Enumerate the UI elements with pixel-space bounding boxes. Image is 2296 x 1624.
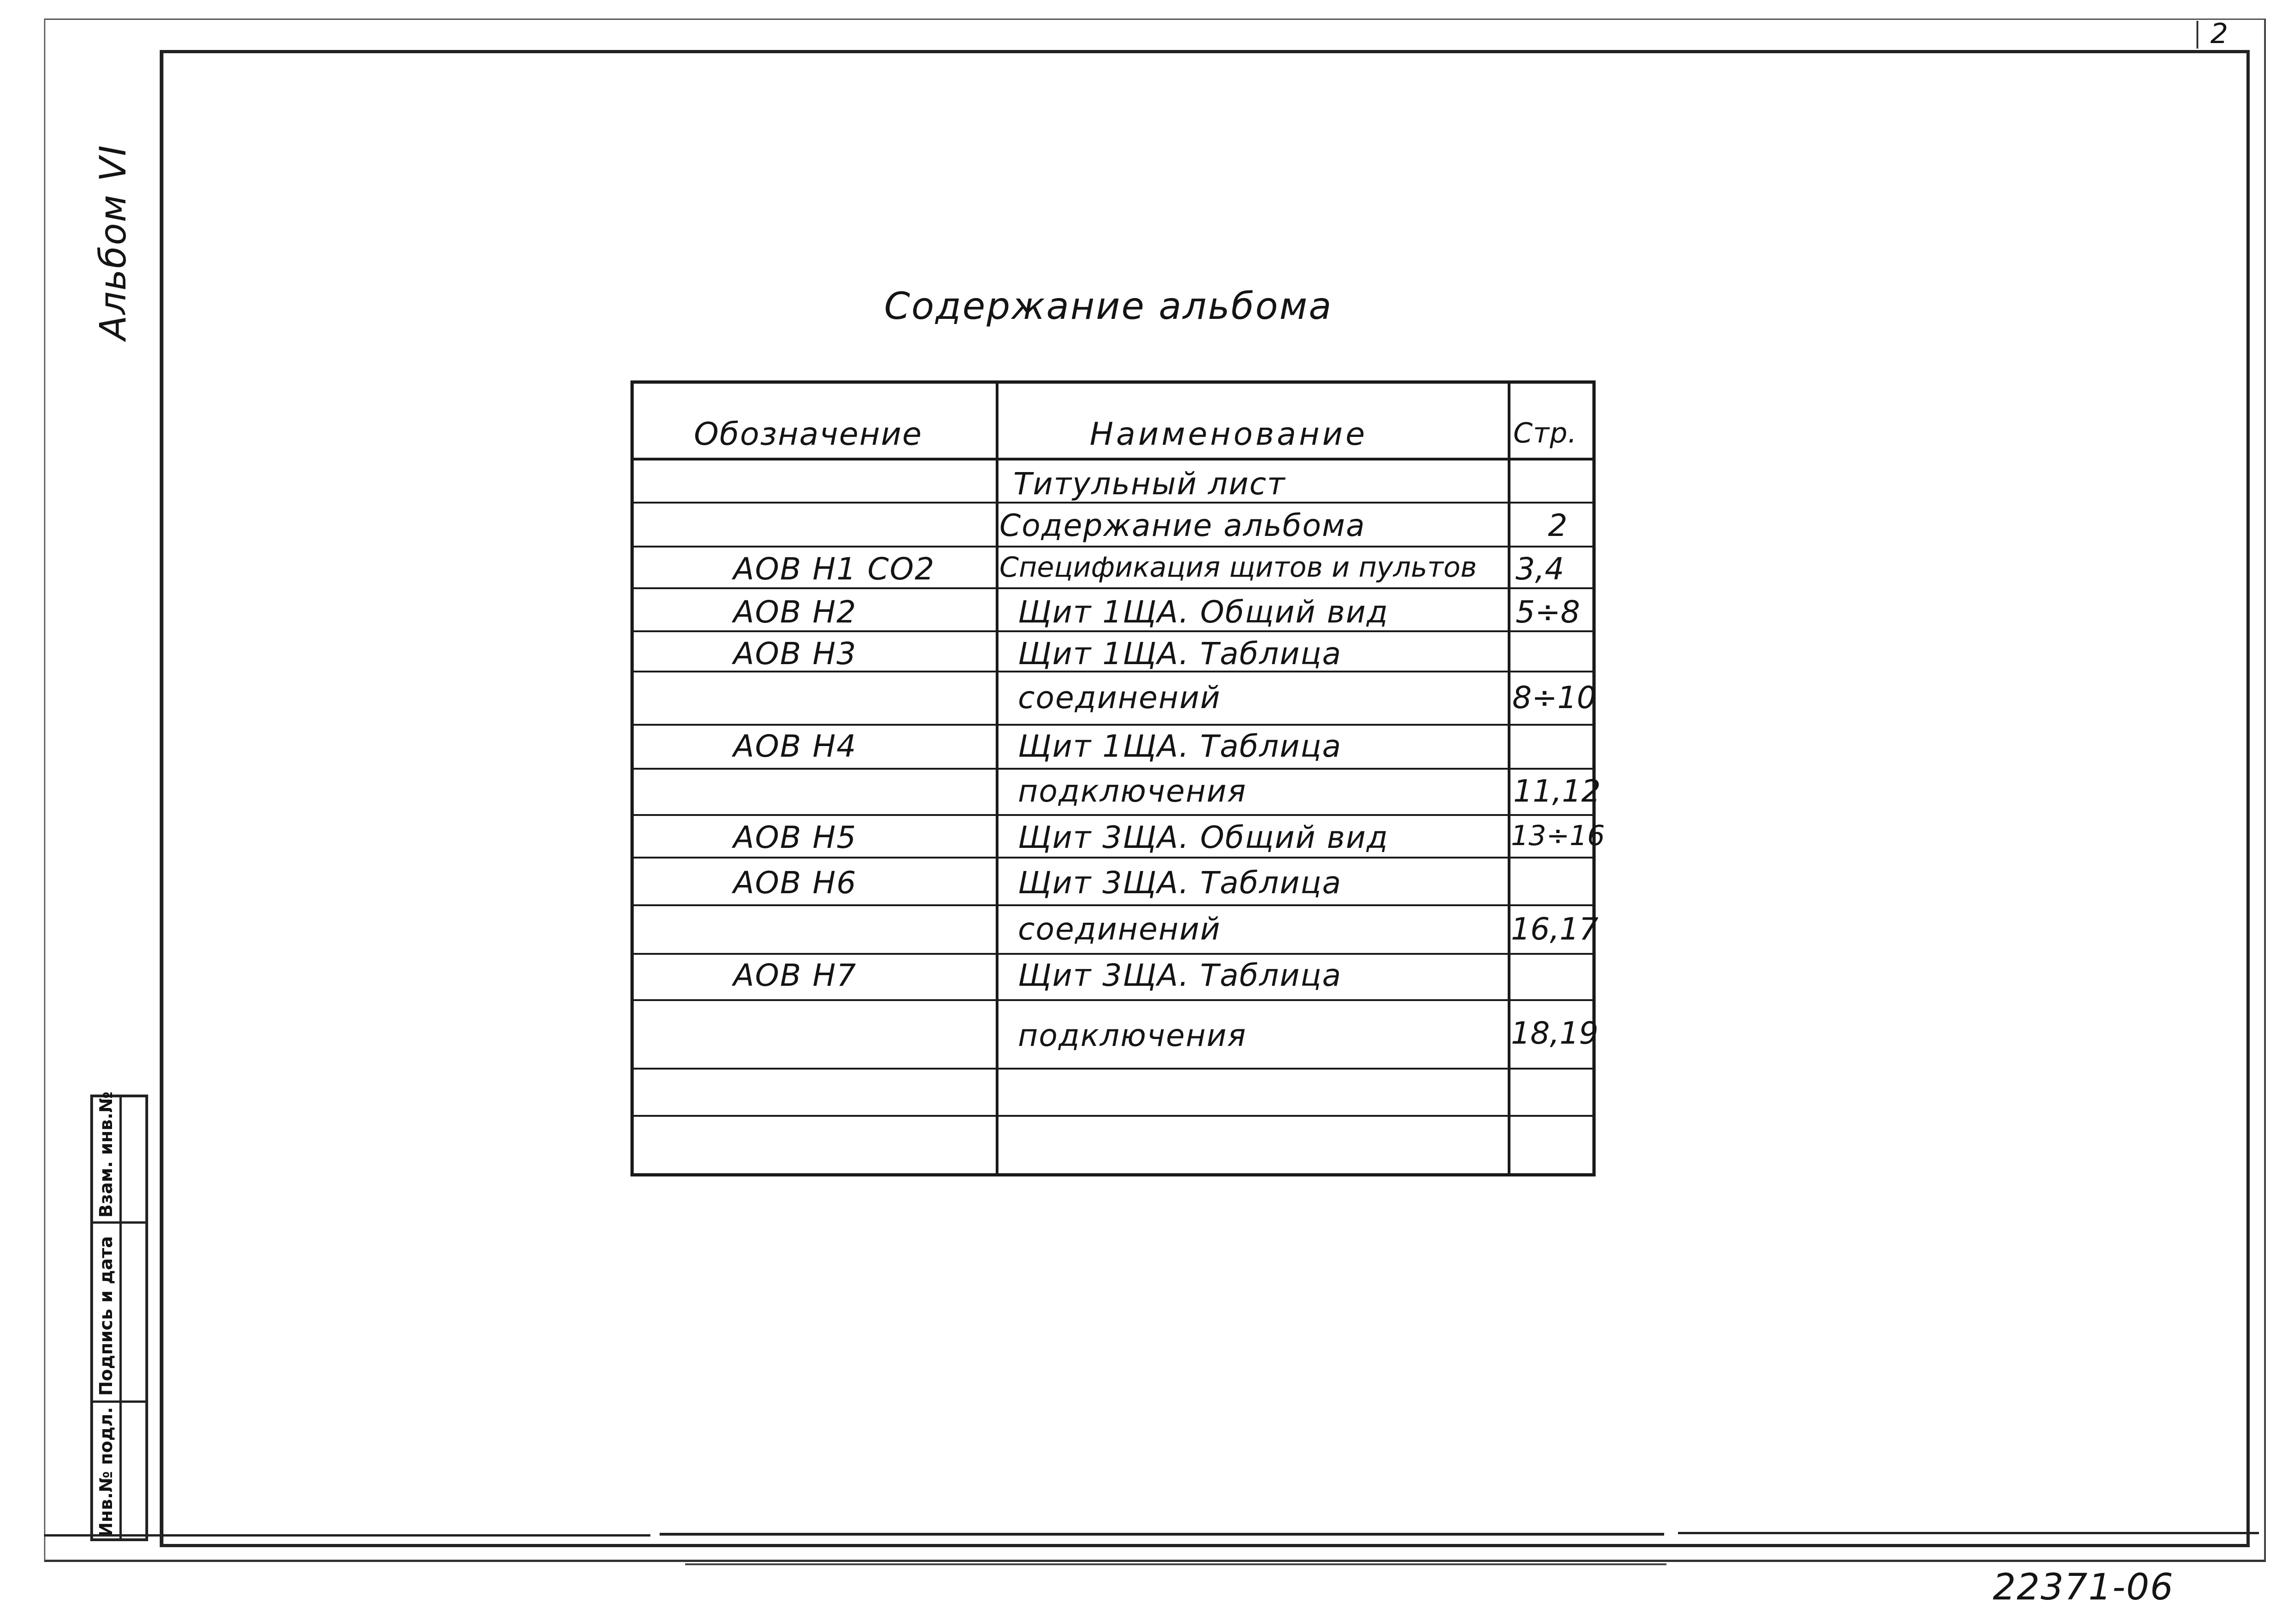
row-page: 11,12 xyxy=(1513,773,1601,809)
row-page: 8÷10 xyxy=(1512,680,1597,716)
row-name: Щит 3ЩА. Общий вид xyxy=(1018,820,1389,855)
row-name: Титульный лист xyxy=(1013,466,1286,502)
stamp-divider xyxy=(93,1221,145,1224)
bottom-edge-line xyxy=(44,1534,650,1537)
page-title: Содержание альбома xyxy=(884,285,1333,328)
corner-page-number: 2 xyxy=(2210,18,2228,50)
row-page: 18,19 xyxy=(1511,1015,1598,1051)
bottom-edge-line xyxy=(660,1533,1664,1536)
stamp-label-replacement: Взам. инв.№ xyxy=(96,1091,116,1218)
album-side-label: Альбом VI xyxy=(93,144,134,340)
drawing-code: 22371-06 xyxy=(1993,1567,2174,1608)
row-name: Содержание альбома xyxy=(999,508,1366,543)
row-divider xyxy=(634,1115,1592,1117)
header-name: Наименование xyxy=(1090,416,1368,453)
row-page: 2 xyxy=(1548,508,1567,543)
stamp-label-inventory: Инв.№ подл. xyxy=(96,1407,116,1537)
row-name: Щит 1ЩА. Таблица xyxy=(1018,728,1342,764)
row-name: соединений xyxy=(1018,680,1221,716)
row-code: АОВ Н4 xyxy=(733,728,857,764)
row-code: АОВ Н1 СО2 xyxy=(733,551,935,587)
header-page: Стр. xyxy=(1513,417,1578,449)
row-name: Щит 1ЩА. Общий вид xyxy=(1018,594,1389,630)
row-code: АОВ Н6 xyxy=(733,865,857,901)
header-designation: Обозначение xyxy=(694,416,923,453)
contents-table xyxy=(630,380,1605,1176)
row-divider xyxy=(634,953,1592,955)
row-name: подключения xyxy=(1018,773,1247,809)
row-name: Спецификация щитов и пультов xyxy=(999,551,1477,584)
column-divider xyxy=(996,380,998,1176)
header-divider xyxy=(634,458,1592,460)
approval-stamp xyxy=(90,1091,148,1541)
bottom-edge-line xyxy=(685,1563,1666,1565)
row-name: Щит 3ЩА. Таблица xyxy=(1018,958,1342,993)
row-page: 3,4 xyxy=(1516,551,1564,587)
row-divider xyxy=(634,857,1592,859)
bottom-edge-line xyxy=(1678,1532,2259,1534)
row-name: Щит 1ЩА. Таблица xyxy=(1018,636,1342,672)
stamp-label-signature: Подпись и дата xyxy=(96,1236,116,1396)
row-page: 5÷8 xyxy=(1516,594,1580,630)
column-divider xyxy=(1508,380,1510,1176)
row-name: Щит 3ЩА. Таблица xyxy=(1018,865,1342,901)
row-name: подключения xyxy=(1018,1018,1247,1053)
row-code: АОВ Н2 xyxy=(733,594,857,630)
row-divider xyxy=(634,630,1592,632)
row-divider xyxy=(634,814,1592,816)
row-name: соединений xyxy=(1018,911,1221,947)
row-code: АОВ Н3 xyxy=(733,636,857,672)
stamp-divider xyxy=(93,1400,145,1403)
row-divider xyxy=(634,904,1592,906)
row-divider xyxy=(634,546,1592,548)
row-divider xyxy=(634,724,1592,726)
row-divider xyxy=(634,587,1592,589)
row-divider xyxy=(634,502,1592,504)
row-divider xyxy=(634,768,1592,770)
row-page: 13÷16 xyxy=(1511,820,1605,852)
row-divider xyxy=(634,671,1592,672)
row-code: АОВ Н7 xyxy=(733,958,857,993)
row-code: АОВ Н5 xyxy=(733,820,857,855)
row-divider xyxy=(634,1068,1592,1070)
row-divider xyxy=(634,999,1592,1001)
row-page: 16,17 xyxy=(1511,911,1598,947)
